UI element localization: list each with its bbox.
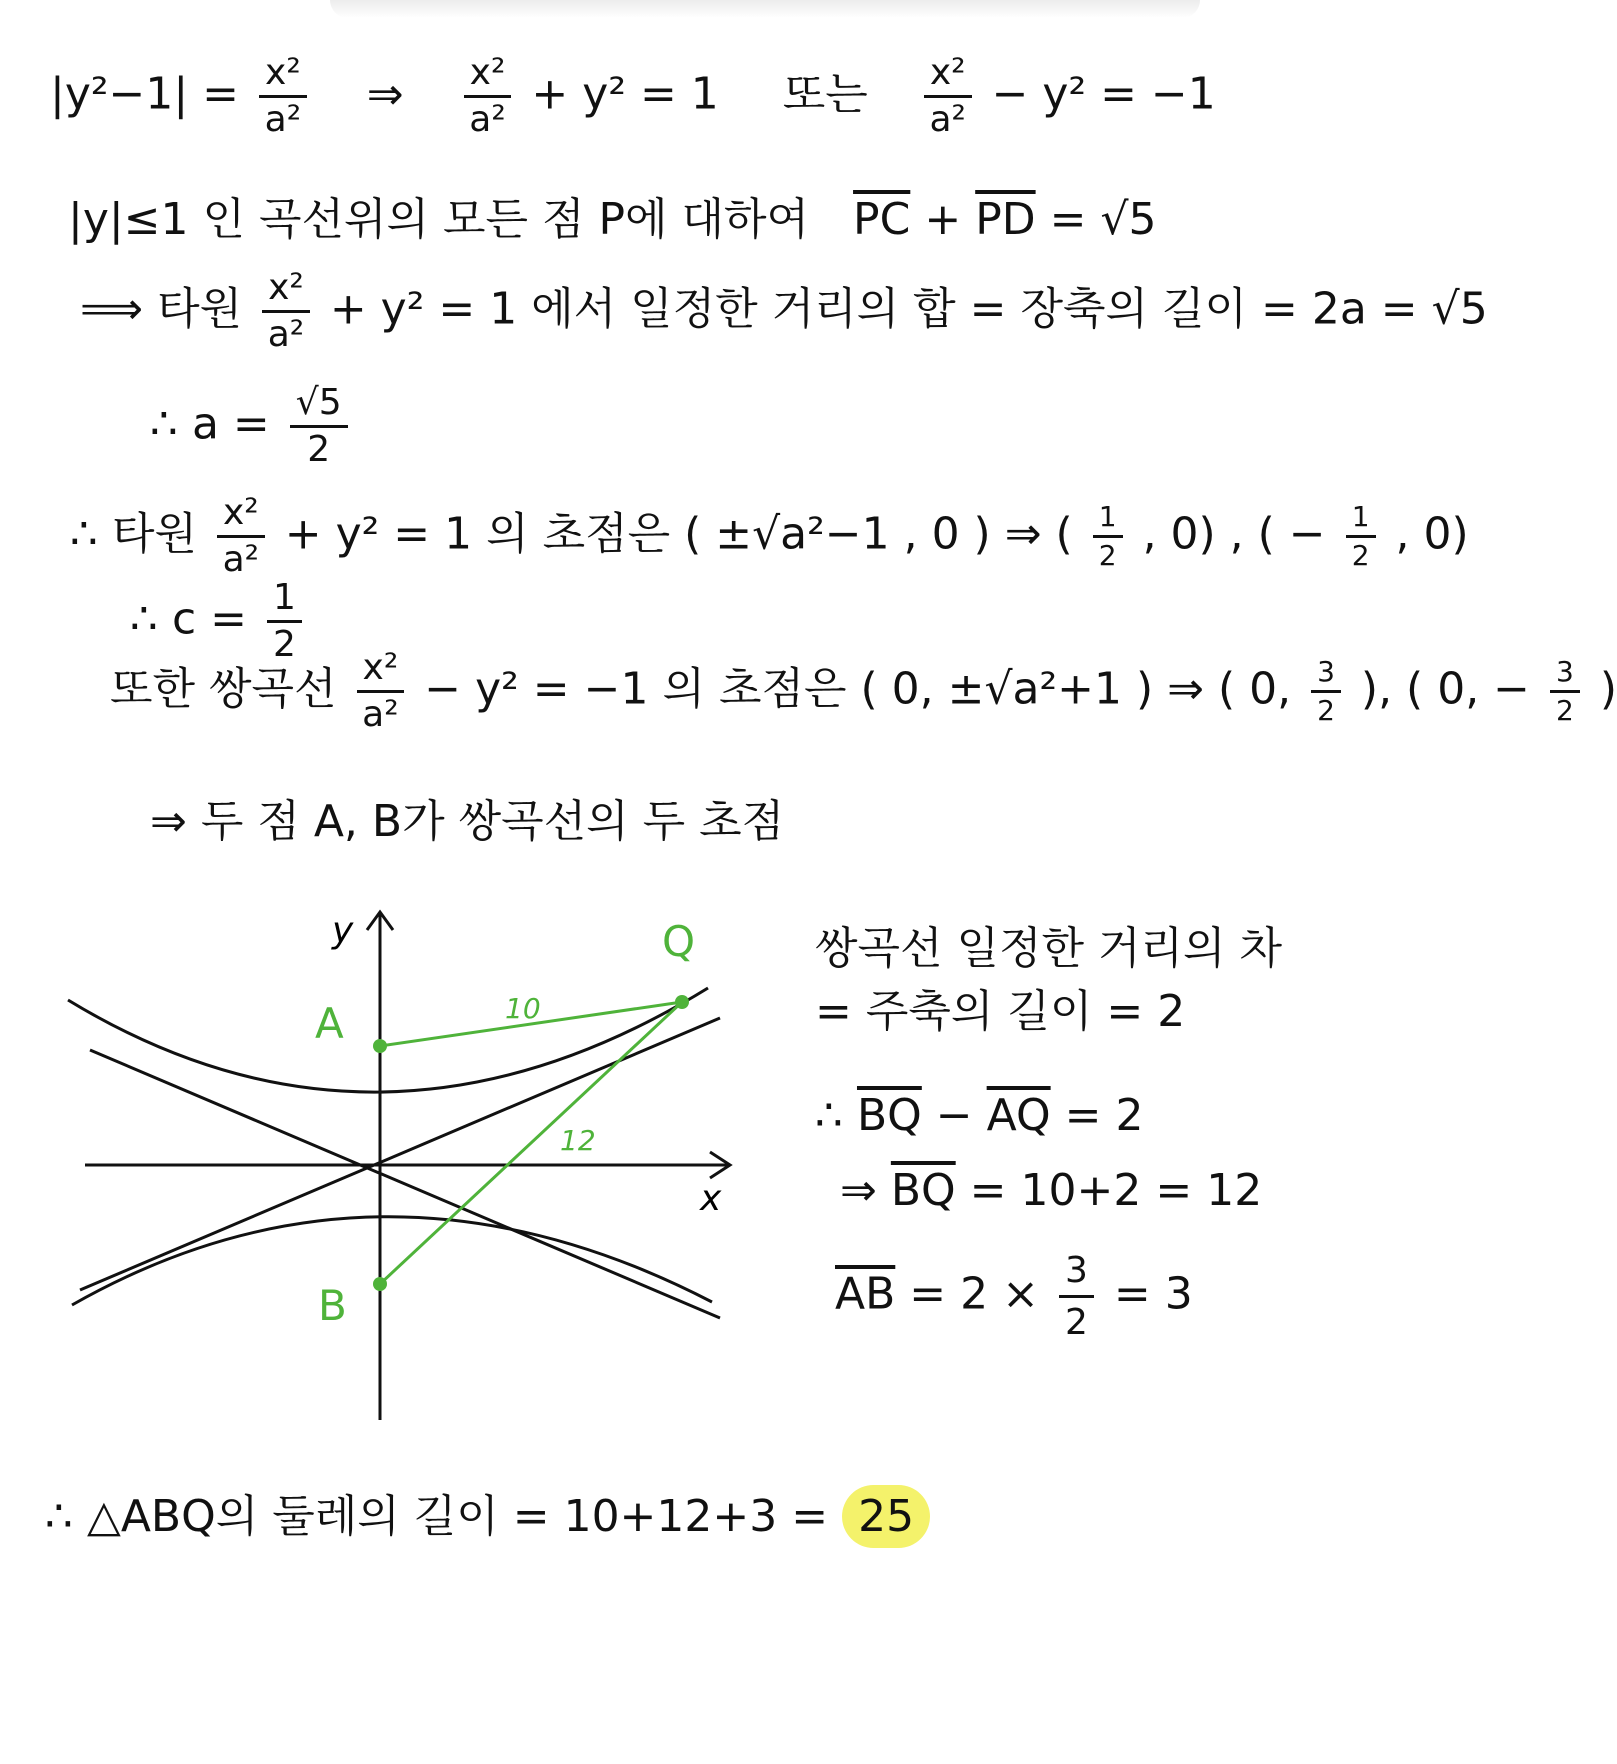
length-bq-label: 12 — [560, 1124, 596, 1157]
sum-value: = √5 — [1049, 194, 1157, 245]
length-aq-label: 10 — [505, 992, 541, 1025]
note-text: = 주축의 길이 = 2 — [815, 986, 1186, 1037]
segment-ab-label: $\overline{AB}$ — [835, 1268, 896, 1320]
a-value-label: ∴ a = — [150, 398, 270, 450]
fraction: $\frac{\text{x²}}{\text{a²}}$ — [262, 270, 310, 353]
minus-sign: − — [921, 1090, 987, 1141]
point-q-label: Q — [662, 917, 696, 966]
x-axis-label: x — [700, 1178, 722, 1219]
note-bq-value — [840, 1165, 1262, 1216]
fraction: $\frac{\text{x²}}{\text{a²}}$ — [924, 55, 972, 138]
fraction: $\frac{√5}{2}$ — [290, 385, 348, 468]
fraction: $\frac{\text{x²}}{\text{a²}}$ — [217, 495, 265, 578]
fraction: $\frac{3}{2}$ — [1059, 1250, 1094, 1343]
point-q-dot — [675, 995, 689, 1009]
ab-calc: = 2 × — [895, 1268, 1039, 1320]
note-text: 쌍곡선 일정한 거리의 차 — [815, 923, 1282, 974]
ab-result: = 3 — [1099, 1268, 1193, 1320]
fraction: $\frac{1}{2}$ — [1346, 503, 1376, 570]
bq-result: = 10+2 = 12 — [955, 1165, 1263, 1216]
segment-bq-label: $\overline{BQ}$ — [856, 1090, 922, 1141]
note-difference — [815, 912, 1282, 976]
equation-line-8 — [150, 796, 785, 847]
equation-line-3 — [80, 267, 1488, 355]
implies-arrow: ⇒ — [840, 1165, 891, 1216]
ellipse-foci-intro: ∴ 타원 — [70, 508, 197, 560]
ellipse-foci-end: , 0) — [1395, 508, 1469, 560]
or-text: 또는 — [782, 68, 868, 120]
point-a-label: A — [315, 999, 344, 1048]
asymptote-2 — [80, 1018, 720, 1290]
segment-pc: $\overline{PC}$ — [853, 194, 911, 245]
equation-line-2 — [68, 194, 1157, 245]
equation-line-4 — [150, 382, 354, 470]
note-ab-value — [835, 1250, 1193, 1343]
point-a-dot — [373, 1039, 387, 1053]
foci-statement: ⇒ 두 점 A, B가 쌍곡선의 두 초점 — [150, 796, 785, 847]
point-b-label: B — [318, 1281, 347, 1330]
ellipse-term: + y² = 1 — [531, 68, 719, 120]
y-axis-label: y — [332, 910, 354, 951]
equals-two: = 2 — [1050, 1090, 1144, 1141]
ellipse-intro: ⟹ 타원 — [80, 283, 243, 335]
note-bq-minus-aq — [815, 1090, 1143, 1141]
c-value-label: ∴ c = — [130, 593, 248, 645]
hyperbola-term: − y² = −1 — [991, 68, 1216, 120]
fraction: $\frac{\text{x²}}{\text{a²}}$ — [357, 650, 405, 733]
fraction: $\frac{1}{2}$ — [1093, 503, 1123, 570]
hyperbola-intro: 또한 쌍곡선 — [110, 663, 337, 715]
implies-arrow: ⇒ — [366, 68, 404, 120]
segment-pd: $\overline{PD}$ — [975, 194, 1036, 245]
fraction: $\frac{3}{2}$ — [1311, 658, 1341, 725]
hyperbola-lower-branch — [72, 1217, 712, 1305]
plus-sign: + — [924, 194, 962, 245]
hyperbola-foci-sep: ), ( 0, − — [1360, 663, 1531, 715]
ellipse-foci-text: + y² = 1 의 초점은 ( ±√a²−1 , 0 ) ⇒ ( — [284, 508, 1073, 560]
equation-line-5 — [70, 492, 1469, 580]
perimeter-expression: ∴ △ABQ의 둘레의 길이 = 10+12+3 = — [45, 1491, 829, 1542]
note-transverse-axis — [815, 975, 1185, 1039]
point-b-dot — [373, 1277, 387, 1291]
therefore-sign: ∴ — [815, 1090, 857, 1141]
segment-bq-label: $\overline{BQ}$ — [890, 1165, 956, 1216]
ellipse-foci-sep: , 0) , ( − — [1142, 508, 1326, 560]
fraction: $\frac{1}{2}$ — [267, 580, 302, 663]
window-top-edge — [330, 0, 1200, 18]
equation-line-7 — [110, 647, 1617, 735]
hyperbola-foci-end: ) — [1599, 663, 1617, 715]
fraction: $\frac{\text{x²}}{\text{a²}}$ — [259, 55, 307, 138]
final-answer: 25 — [842, 1485, 930, 1548]
major-axis-text: + y² = 1 에서 일정한 거리의 합 = 장축의 길이 = 2a = √5 — [329, 283, 1488, 335]
equation-line-1 — [50, 52, 1216, 140]
conclusion-line — [45, 1491, 930, 1542]
fraction: $\frac{3}{2}$ — [1550, 658, 1580, 725]
fraction: $\frac{\text{x²}}{\text{a²}}$ — [464, 55, 512, 138]
abs-expression: |y²−1| = — [50, 68, 240, 120]
hyperbola-figure — [60, 900, 760, 1440]
hyperbola-upper-branch — [68, 988, 708, 1092]
hyperbola-foci-text: − y² = −1 의 초점은 ( 0, ±√a²+1 ) ⇒ ( 0, — [424, 663, 1292, 715]
condition-text: |y|≤1 인 곡선위의 모든 점 P에 대하여 — [68, 194, 810, 245]
segment-aq-label: $\overline{AQ}$ — [986, 1090, 1051, 1141]
